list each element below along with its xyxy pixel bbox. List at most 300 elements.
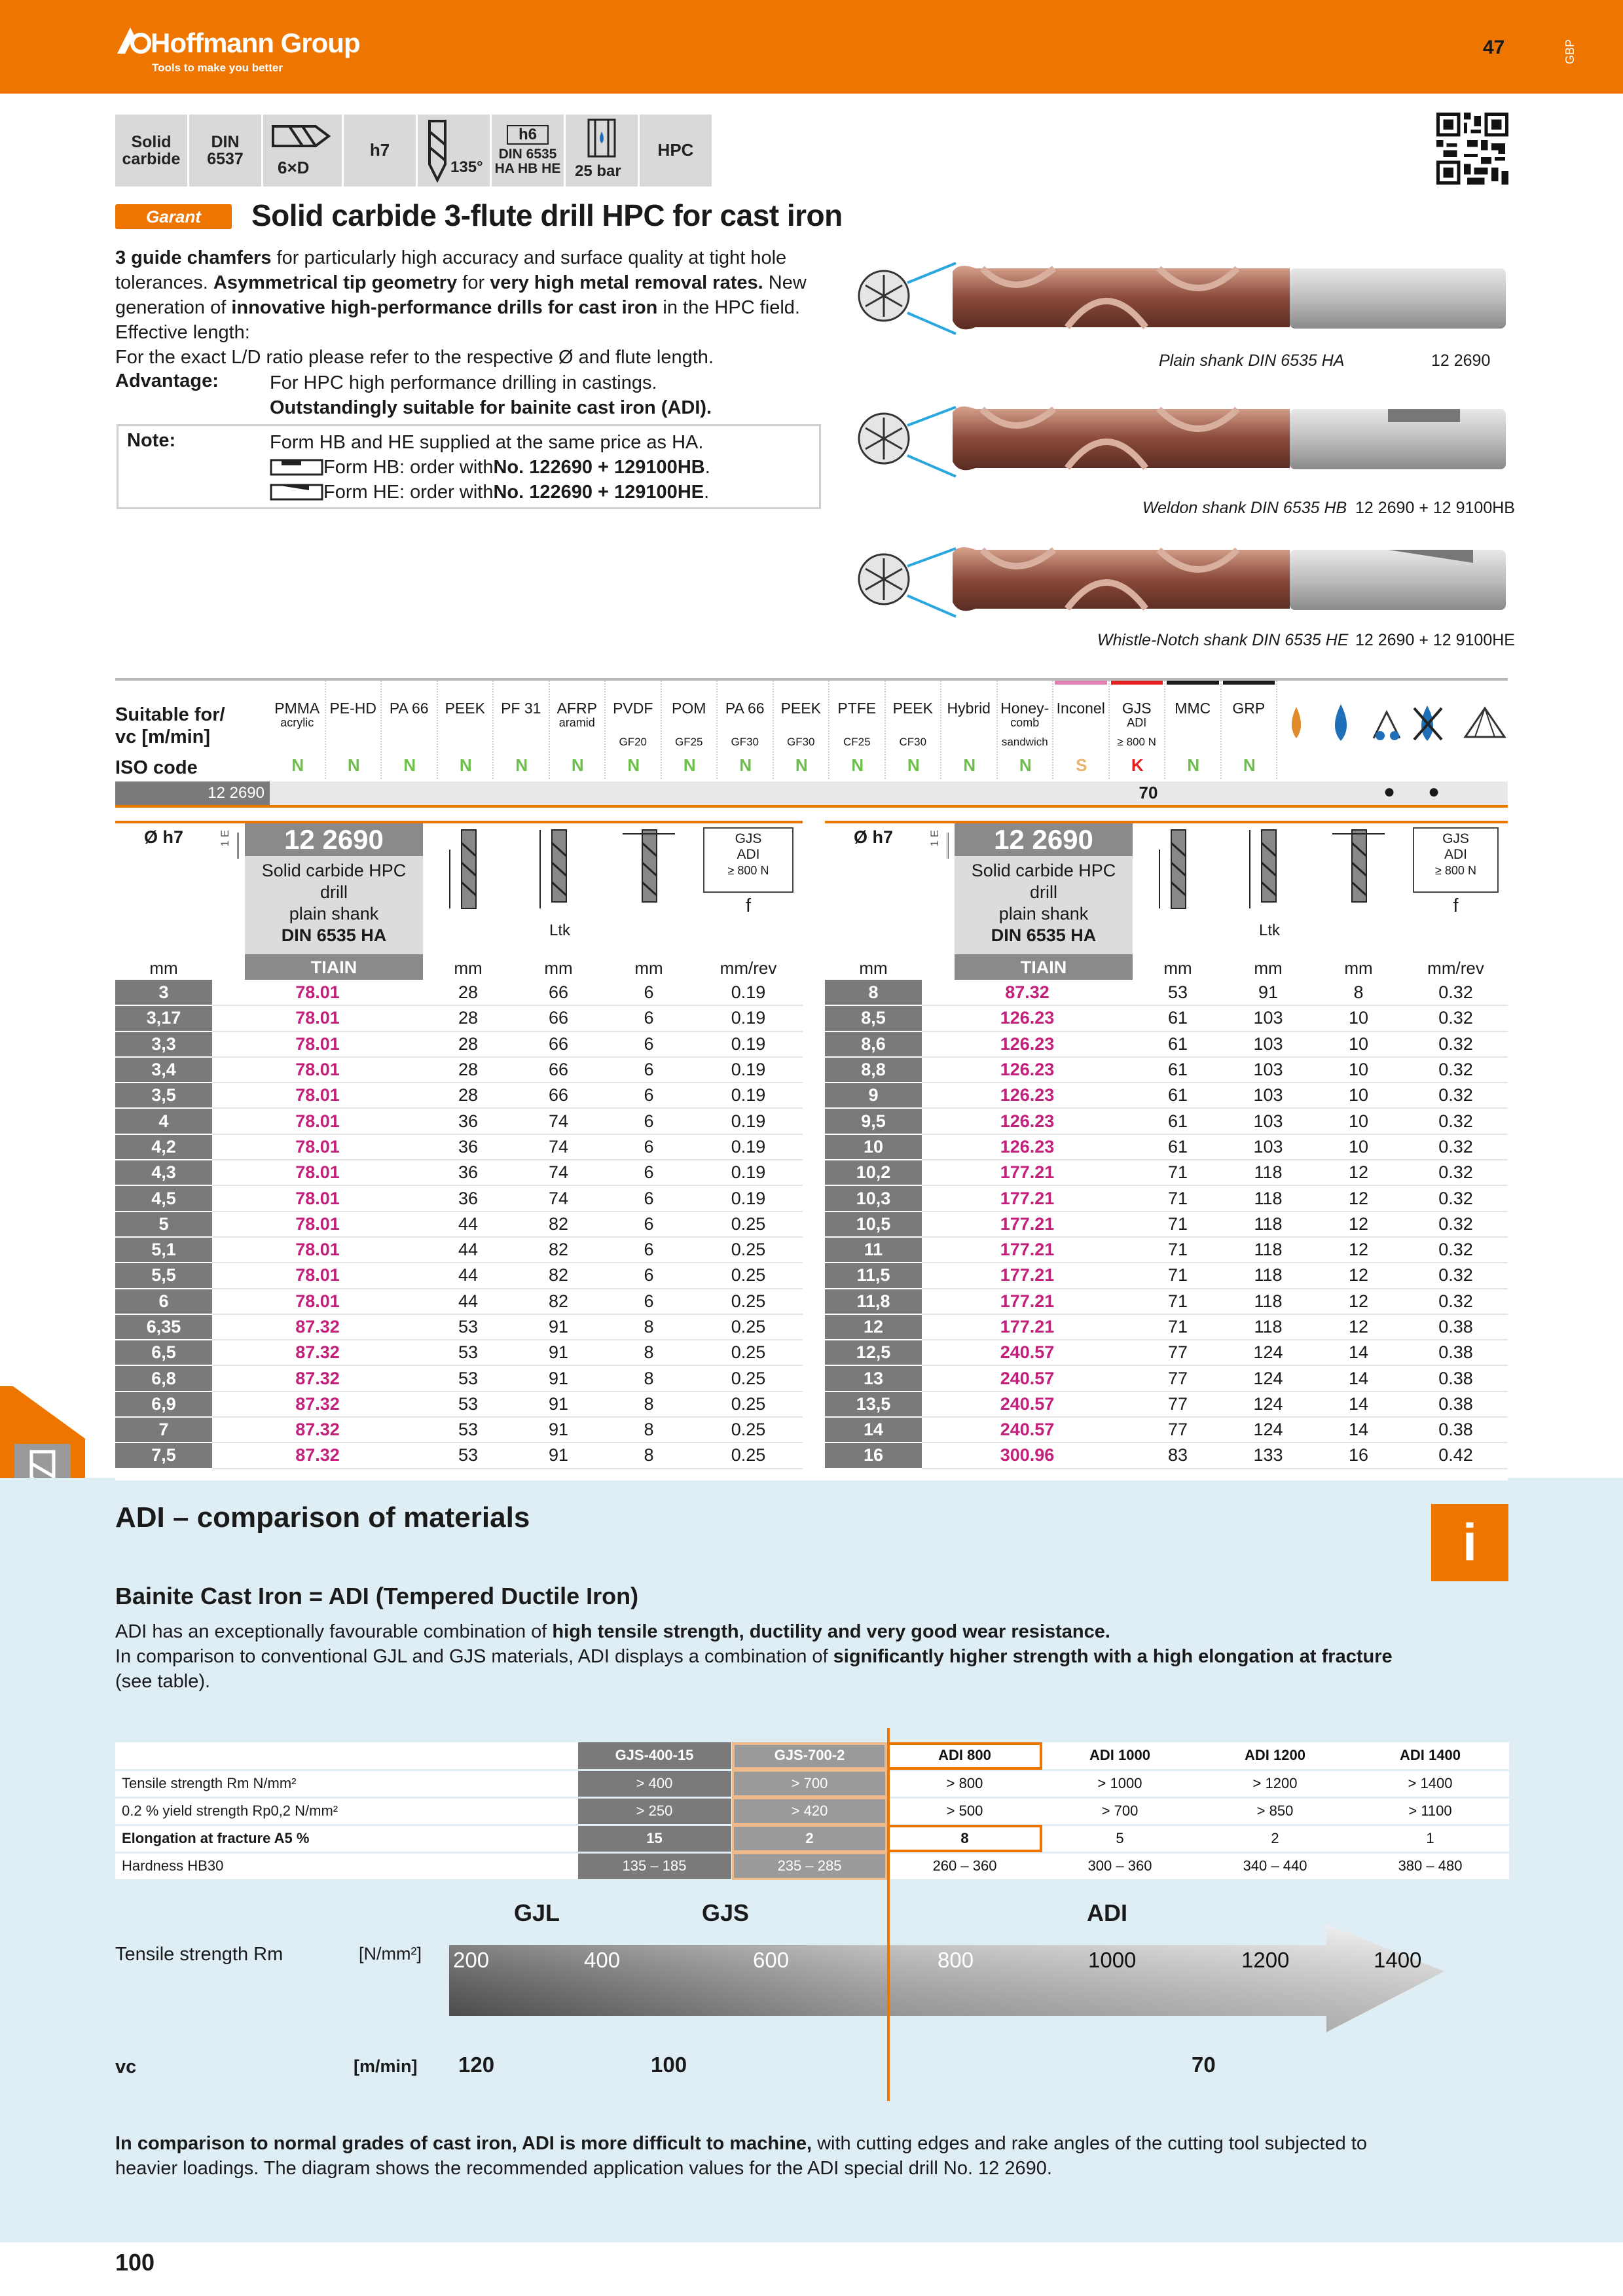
property-value: 15 [577, 1825, 732, 1852]
diameter-cell: 6,9 [115, 1391, 212, 1417]
diameter-cell: 4 [115, 1108, 212, 1134]
rm-label: Tensile strength Rm [115, 1944, 283, 1965]
shank-cell: 12 [1313, 1237, 1404, 1263]
dia-header: Ø h7 [853, 827, 893, 847]
article-desc-line: drill [1029, 882, 1057, 902]
diameter-cell: 3,4 [115, 1057, 212, 1083]
feed-cell: 0.32 [1404, 1134, 1508, 1160]
price-cell: 78.01 [212, 1185, 423, 1211]
iso-code-mark: N [907, 755, 920, 775]
property-value: 300 – 360 [1042, 1852, 1197, 1880]
iso-code-label: ISO code [115, 757, 198, 778]
price-cell: 177.21 [922, 1263, 1133, 1288]
article-desc-line: Solid carbide HPC [971, 861, 1116, 880]
material-col-header: ADI 1000 [1042, 1742, 1197, 1770]
price-cell: 78.01 [212, 1083, 423, 1108]
total-length-cell: 118 [1223, 1314, 1313, 1340]
article-desc-line: Solid carbide HPC [261, 861, 407, 880]
article-number: 12 2690 [245, 823, 423, 856]
total-length-cell: 91 [513, 1314, 604, 1340]
total-length-cell: 91 [513, 1443, 604, 1468]
property-label: Hardness HB30 [115, 1852, 577, 1880]
shank-cell: 12 [1313, 1185, 1404, 1211]
coolant-dots [1278, 779, 1514, 805]
flute-length-cell: 71 [1133, 1289, 1223, 1314]
property-value: 2 [732, 1825, 887, 1852]
flute-length-cell: 71 [1133, 1237, 1223, 1263]
shank-cell: 6 [604, 1289, 694, 1314]
feed-cell: 0.25 [694, 1289, 803, 1314]
unit-header: 1 E [928, 830, 941, 847]
total-length-cell: 103 [1223, 1134, 1313, 1160]
rm-tick: 200 [453, 1948, 490, 1972]
material-color-bar [887, 681, 939, 685]
material-color-bar [719, 681, 771, 685]
shank-cell: 10 [1313, 1005, 1404, 1031]
price-cell: 78.01 [212, 1263, 423, 1288]
drill-whistle-notch-shank [859, 547, 1506, 617]
diameter-cell: 6,35 [115, 1314, 212, 1340]
shank-cell: 14 [1313, 1391, 1404, 1417]
total-length-cell: 124 [1223, 1391, 1313, 1417]
adi-comparison-table [115, 1742, 1509, 1881]
shank-cell: 8 [1313, 980, 1404, 1005]
adi-title: ADI – comparison of materials [115, 1501, 530, 1534]
drill-illustrations [845, 236, 1512, 655]
table-row [115, 1289, 803, 1314]
material-group-label: GJL [514, 1899, 560, 1926]
table-row [115, 1057, 803, 1083]
shank-cell: 10 [1313, 1057, 1404, 1083]
feed-cell: 0.25 [694, 1314, 803, 1340]
total-length-cell: 91 [513, 1417, 604, 1443]
qr-code-icon[interactable] [1436, 113, 1508, 185]
property-value: > 700 [732, 1770, 887, 1797]
total-length-cell: 82 [513, 1263, 604, 1288]
feed-cell: 0.19 [694, 1057, 803, 1083]
article-header [955, 823, 1133, 970]
material-name: PVDF [613, 700, 653, 717]
shank-cell: 12 [1313, 1289, 1404, 1314]
material-name: POM [672, 700, 706, 717]
material-sub2: CF30 [899, 736, 927, 748]
shank-cell: 6 [604, 980, 694, 1005]
property-label: Elongation at fracture A5 % [115, 1825, 577, 1852]
flute-length-cell: 28 [423, 980, 513, 1005]
total-length-cell: 74 [513, 1185, 604, 1211]
drill-caption-he: Whistle-Notch shank DIN 6535 HE [1097, 631, 1349, 649]
material-name: GRP [1232, 700, 1266, 717]
coolant-dot [1278, 779, 1322, 805]
material-color-bar [495, 681, 547, 685]
diameter-cell: 3,5 [115, 1083, 212, 1108]
shank-cell: 8 [604, 1443, 694, 1468]
shank-cell: 10 [1313, 1108, 1404, 1134]
iso-code-mark: N [291, 755, 304, 775]
flute-length-cell: 53 [423, 1391, 513, 1417]
material-sub: acrylic [280, 716, 314, 729]
barcode-mark [947, 833, 951, 859]
table-row [115, 1391, 803, 1417]
catalog-page-number: 47 [1483, 37, 1505, 58]
flute-length-cell: 28 [423, 1083, 513, 1108]
material-name: MMC [1175, 700, 1211, 717]
material-color-bar [831, 681, 883, 685]
adi-paragraph: ADI has an exceptionally favourable combination of high tensile strength, ductility and very good wear resistance. In comparison to conventional GJL and GJS materials, ADI displays a combination of significantly higher strength with a high elongation at fracture (see table). [115, 1621, 1393, 1692]
table-row [115, 1134, 803, 1160]
total-length-cell: 103 [1223, 1031, 1313, 1057]
material-color-bar [1111, 681, 1163, 685]
material-sub2: GF20 [619, 736, 647, 748]
drill-code-ha: 12 2690 [1431, 351, 1491, 370]
flute-length-icon [423, 823, 513, 922]
table-row [825, 1057, 1508, 1083]
property-value: 260 – 360 [887, 1852, 1042, 1880]
price-cell: 78.01 [212, 1031, 423, 1057]
total-length-cell: 82 [513, 1211, 604, 1237]
material-color-bar [943, 681, 995, 685]
strength-line: ≥ 800 N [1435, 864, 1476, 877]
table-row [825, 1108, 1508, 1134]
drill-length-icon [270, 120, 335, 152]
feed-cell: 0.25 [694, 1263, 803, 1288]
total-length-cell: 133 [1223, 1443, 1313, 1468]
feed-cell: 0.19 [694, 1185, 803, 1211]
property-value: 135 – 185 [577, 1852, 732, 1880]
price-cell: 78.01 [212, 1160, 423, 1185]
property-value: > 800 [887, 1770, 1042, 1797]
diameter-cell: 7 [115, 1417, 212, 1443]
material-color-bar [607, 681, 659, 685]
iso-code-mark: N [515, 755, 528, 775]
price-cell: 177.21 [922, 1237, 1133, 1263]
material-color-bar [999, 681, 1051, 685]
rm-tick: 1200 [1241, 1948, 1290, 1972]
unit-mm: mm [149, 958, 178, 978]
shank-dia-icon [1313, 823, 1404, 922]
left-size-table [115, 980, 803, 1469]
drill-plain-shank [859, 263, 1506, 334]
table-row [825, 1263, 1508, 1288]
material-col-header: ADI 1200 [1197, 1742, 1353, 1770]
total-length-cell: 118 [1223, 1263, 1313, 1288]
diameter-cell: 5 [115, 1211, 212, 1237]
shank-cell: 8 [604, 1314, 694, 1340]
vc-value: 70 [1139, 783, 1158, 802]
flute-length-cell: 71 [1133, 1314, 1223, 1340]
feed-cell: 0.32 [1404, 1211, 1508, 1237]
total-length-cell: 124 [1223, 1417, 1313, 1443]
property-value: > 400 [577, 1770, 732, 1797]
vc-value: 120 [458, 2053, 495, 2077]
whistle-notch-shank-icon [270, 482, 323, 502]
article-desc-din: DIN 6535 HA [991, 925, 1097, 945]
total-length-cell: 66 [513, 980, 604, 1005]
price-cell: 240.57 [922, 1391, 1133, 1417]
unit-rev: mm/rev [1427, 958, 1484, 978]
right-table-header [825, 823, 1508, 980]
shank-cell: 8 [604, 1365, 694, 1391]
feed-cell: 0.19 [694, 1108, 803, 1134]
price-cell: 126.23 [922, 1134, 1133, 1160]
table-row [115, 980, 803, 1005]
feed-cell: 0.25 [694, 1340, 803, 1365]
price-cell: 78.01 [212, 1211, 423, 1237]
flute-length-cell: 77 [1133, 1417, 1223, 1443]
table-row [115, 1108, 803, 1134]
diameter-cell: 4,5 [115, 1185, 212, 1211]
feed-cell: 0.32 [1404, 980, 1508, 1005]
article-desc [955, 856, 1133, 946]
table-row [825, 1005, 1508, 1031]
diameter-cell: 9 [825, 1083, 922, 1108]
feed-cell: 0.19 [694, 1134, 803, 1160]
feed-cell: 0.25 [694, 1365, 803, 1391]
diameter-cell: 12 [825, 1314, 922, 1340]
advantage-label: Advantage: [115, 370, 219, 391]
price-cell: 177.21 [922, 1314, 1133, 1340]
total-length-cell: 91 [513, 1340, 604, 1365]
unit-header: 1 E [219, 830, 231, 847]
rm-tick: 800 [938, 1948, 974, 1972]
material-sub2: GF30 [731, 736, 759, 748]
total-length-cell: 74 [513, 1160, 604, 1185]
price-cell: 126.23 [922, 1083, 1133, 1108]
property-value: > 700 [1042, 1797, 1197, 1825]
material-name: GJS [1122, 700, 1152, 717]
coolant-dot: ● [1383, 781, 1396, 802]
table-row [825, 1417, 1508, 1443]
flute-length-cell: 61 [1133, 1005, 1223, 1031]
price-cell: 240.57 [922, 1340, 1133, 1365]
flute-length-cell: 28 [423, 1005, 513, 1031]
iso-code-mark: N [1019, 755, 1032, 775]
table-row [115, 1417, 803, 1443]
shank-dia-icon [604, 823, 694, 922]
material-name: PEEK [445, 700, 485, 717]
shank-cell: 8 [604, 1391, 694, 1417]
price-cell: 240.57 [922, 1417, 1133, 1443]
table-row [825, 1365, 1508, 1391]
iso-code-mark: N [683, 755, 696, 775]
diameter-cell: 10 [825, 1134, 922, 1160]
feed-cell: 0.32 [1404, 1108, 1508, 1134]
table-row [115, 1031, 803, 1057]
total-length-cell: 91 [513, 1391, 604, 1417]
air-icon [1465, 708, 1504, 737]
shank-cell: 6 [604, 1134, 694, 1160]
material-name: PTFE [837, 700, 877, 717]
price-cell: 78.01 [212, 980, 423, 1005]
flute-length-cell: 61 [1133, 1031, 1223, 1057]
property-label: Tensile strength Rm N/mm² [115, 1770, 577, 1797]
flute-length-icon [1133, 823, 1223, 922]
flute-length-cell: 71 [1133, 1211, 1223, 1237]
spec-material: Solid carbide [115, 115, 187, 187]
diameter-cell: 10,2 [825, 1160, 922, 1185]
diameter-cell: 13,5 [825, 1391, 922, 1417]
table-row [115, 1237, 803, 1263]
material-col-header: GJS-700-2 [732, 1742, 887, 1770]
material-color-bar [775, 681, 828, 685]
drill-code-he: 12 2690 + 12 9100HE [1355, 631, 1515, 649]
drill-caption-ha: Plain shank DIN 6535 HA [1159, 351, 1345, 370]
property-value: 5 [1042, 1825, 1197, 1852]
weldon-shank-icon [270, 457, 323, 477]
spec-point-angle: 135° [418, 115, 490, 187]
spec-icon-strip [115, 115, 712, 187]
total-length-cell: 103 [1223, 1083, 1313, 1108]
flute-length-cell: 53 [1133, 980, 1223, 1005]
point-angle-drill-icon [424, 118, 450, 183]
barcode-mark [237, 833, 241, 859]
material-col-header: ADI 800 [887, 1742, 1042, 1770]
unit-rev: mm/rev [720, 958, 777, 978]
spec-length-ratio: 6×D [263, 115, 342, 187]
spec-shank: h6 DIN 6535 HA HB HE [492, 115, 564, 187]
iso-code-mark: N [963, 755, 976, 775]
diameter-cell: 8,5 [825, 1005, 922, 1031]
price-cell: 78.01 [212, 1134, 423, 1160]
total-length-icon [513, 823, 604, 954]
feed-cell: 0.25 [694, 1391, 803, 1417]
material-color-bar [1167, 681, 1219, 685]
shank-dia-icon [1313, 823, 1404, 954]
feed-cell: 0.19 [694, 980, 803, 1005]
diameter-cell: 7,5 [115, 1443, 212, 1468]
shank-cell: 6 [604, 1185, 694, 1211]
material-name: PE-HD [329, 700, 377, 717]
unit-mm: mm [634, 958, 663, 978]
unit-mm: mm [454, 958, 483, 978]
total-length-cell: 103 [1223, 1057, 1313, 1083]
flute-length-cell: 77 [1133, 1365, 1223, 1391]
coolant-drill-icon [585, 118, 618, 158]
feed-cell: 0.19 [694, 1160, 803, 1185]
diameter-cell: 5,5 [115, 1263, 212, 1288]
shank-cell: 12 [1313, 1160, 1404, 1185]
coolant-dot [1456, 779, 1501, 805]
footer-page-number: 100 [115, 2249, 155, 2276]
suitable-bottom-rule [115, 805, 1508, 808]
price-cell: 87.32 [922, 980, 1133, 1005]
flute-length-cell: 61 [1133, 1108, 1223, 1134]
flute-length-cell: 28 [423, 1057, 513, 1083]
table-row [115, 1797, 1508, 1825]
price-cell: 87.32 [212, 1391, 423, 1417]
note-label: Note: [127, 430, 176, 451]
price-cell: 78.01 [212, 1289, 423, 1314]
spec-din: DIN 6537 [189, 115, 261, 187]
iso-code-mark: N [795, 755, 808, 775]
table-row [825, 1083, 1508, 1108]
material-name: Honey- [1000, 700, 1049, 717]
price-cell: 87.32 [212, 1417, 423, 1443]
rm-tick: 400 [584, 1948, 621, 1972]
diameter-cell: 3,3 [115, 1031, 212, 1057]
feed-label: f [1453, 895, 1459, 916]
unit-mm: mm [1254, 958, 1283, 978]
material-sub: aramid [558, 716, 595, 729]
total-length-cell: 118 [1223, 1237, 1313, 1263]
feed-cell: 0.25 [694, 1443, 803, 1468]
total-length-cell: 118 [1223, 1185, 1313, 1211]
vc-label: vc [115, 2056, 137, 2077]
table-header-row [115, 1742, 1508, 1770]
table-row [115, 1314, 803, 1340]
price-cell: 177.21 [922, 1211, 1133, 1237]
flute-length-cell: 28 [423, 1031, 513, 1057]
material-sub2: ≥ 800 N [1117, 736, 1156, 748]
table-row [825, 980, 1508, 1005]
adi-subtitle: Bainite Cast Iron = ADI (Tempered Ductile Iron) [115, 1583, 639, 1609]
diameter-cell: 4,2 [115, 1134, 212, 1160]
spec-class: HPC [640, 115, 712, 187]
diameter-cell: 5,1 [115, 1237, 212, 1263]
article-desc-din: DIN 6535 HA [281, 925, 387, 945]
diameter-cell: 8 [825, 980, 922, 1005]
gjs-adi-header [1413, 827, 1499, 893]
flute-length-cell: 53 [423, 1340, 513, 1365]
feed-cell: 0.42 [1404, 1443, 1508, 1468]
flute-length-cell: 53 [423, 1365, 513, 1391]
gjs-adi-header [703, 827, 793, 893]
property-value: 340 – 440 [1197, 1852, 1353, 1880]
table-row [115, 1340, 803, 1365]
iso-code-mark: N [627, 755, 640, 775]
brand-name: Hoffmann Group [151, 27, 360, 58]
unit-mm: mm [544, 958, 573, 978]
feed-cell: 0.38 [1404, 1314, 1508, 1340]
feed-cell: 0.32 [1404, 1289, 1508, 1314]
property-label: 0.2 % yield strength Rp0,2 N/mm² [115, 1797, 577, 1825]
diameter-cell: 14 [825, 1417, 922, 1443]
feed-cell: 0.32 [1404, 1083, 1508, 1108]
material-name: PF 31 [501, 700, 541, 717]
rm-tick: 1400 [1374, 1948, 1422, 1972]
table-row [115, 1160, 803, 1185]
material-name: PEEK [780, 700, 821, 717]
article-desc-line: plain shank [998, 904, 1089, 924]
table-row [115, 1005, 803, 1031]
material-col-header: ADI 1400 [1353, 1742, 1508, 1770]
shank-cell: 16 [1313, 1443, 1404, 1468]
coating-header: TIAIN [955, 954, 1133, 980]
total-length-cell: 74 [513, 1108, 604, 1134]
drill-weldon-shank [859, 406, 1506, 476]
total-length-cell: 74 [513, 1134, 604, 1160]
property-value: 235 – 285 [732, 1852, 887, 1880]
price-cell: 126.23 [922, 1057, 1133, 1083]
flute-length-cell: 71 [1133, 1160, 1223, 1185]
adi-footer-text: In comparison to normal grades of cast iron, ADI is more difficult to machine, with cutting edges and rake angles of the cutting tool subjected to heavier loadings. The diagram shows the recommended application values for the ADI special drill No. 12 2690. [115, 2133, 1368, 2179]
iso-code-mark: N [459, 755, 472, 775]
info-icon: i [1431, 1504, 1508, 1581]
shank-cell: 6 [604, 1057, 694, 1083]
diameter-cell: 16 [825, 1443, 922, 1468]
oil-drop-icon [1292, 707, 1301, 738]
feed-cell: 0.32 [1404, 1185, 1508, 1211]
article-desc-line: drill [319, 882, 348, 902]
hoffmann-logo-icon [115, 24, 153, 56]
iso-code-mark: N [1187, 755, 1200, 775]
material-name: PMMA [274, 700, 320, 717]
iso-code-mark: N [1243, 755, 1256, 775]
strength-line: ≥ 800 N [727, 864, 769, 877]
iso-code-mark: S [1076, 755, 1087, 775]
right-size-table [825, 980, 1508, 1469]
feed-cell: 0.38 [1404, 1340, 1508, 1365]
